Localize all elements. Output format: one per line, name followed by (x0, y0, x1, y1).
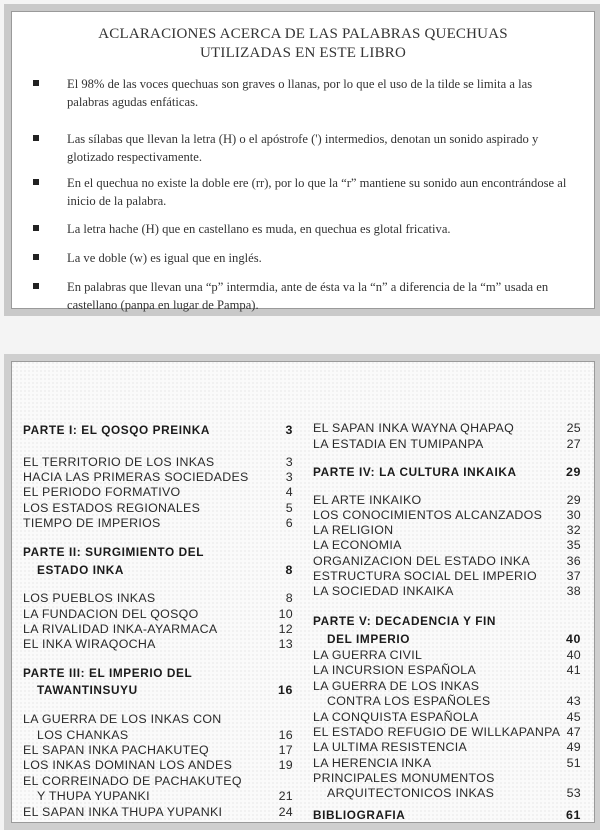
toc-page-number: 29 (566, 465, 581, 479)
toc-entry-title: LA ULTIMA RESISTENCIA (313, 740, 468, 754)
toc-page-number: 43 (566, 694, 581, 708)
toc-entry-title: EL TERRITORIO DE LOS INKAS (23, 455, 215, 469)
toc-entry-title: EL PERIODO FORMATIVO (23, 485, 181, 499)
toc-page-number: 30 (566, 508, 581, 522)
toc-page-number: 5 (285, 501, 293, 515)
toc-page-number: 6 (285, 516, 293, 530)
toc-entry-title: PRINCIPALES MONUMENTOS (313, 771, 495, 785)
toc-entry-title: EL SAPAN INKA PACHAKUTEQ (23, 743, 209, 757)
toc-page-number: 25 (566, 421, 581, 435)
toc-entry-title: BIBLIOGRAFIA (313, 808, 406, 822)
toc-entry-title: TIEMPO DE IMPERIOS (23, 516, 161, 530)
toc-page-number: 8 (285, 591, 293, 605)
toc-entry-title: LA GUERRA DE LOS INKAS (313, 679, 480, 693)
toc-page-number: 53 (566, 786, 581, 800)
bullet-icon (33, 225, 39, 231)
toc-entry-title: LA RELIGION (313, 523, 394, 537)
notes-title-line1: ACLARACIONES ACERCA DE LAS PALABRAS QUECHUAS (98, 26, 508, 42)
toc-entry-title: LA FUNDACION DEL QOSQO (23, 607, 199, 621)
toc-entry-title: PARTE II: SURGIMIENTO DEL (23, 545, 205, 559)
toc-page-number: 21 (278, 789, 293, 803)
toc-page-number: 10 (278, 607, 293, 621)
toc-entry-title: LA HERENCIA INKA (313, 756, 432, 770)
toc-page-number: 27 (566, 437, 581, 451)
toc-entry-title: PARTE I: EL QOSQO PREINKA (23, 423, 210, 437)
toc-entry-title: LA ECONOMIA (313, 538, 402, 552)
toc-page-number: 16 (278, 728, 293, 742)
notes-title-line2: UTILIZADAS EN ESTE LIBRO (199, 45, 407, 61)
toc-page-number: 36 (566, 554, 581, 568)
note-text: Las sílabas que llevan la letra (H) o el apóstrofe (') intermedios, denotan un sonido aspirado y glotizado respectivamente. (67, 132, 539, 164)
toc-page-number: 40 (566, 632, 581, 646)
toc-entry-title: LOS PUEBLOS INKAS (23, 591, 156, 605)
toc-entry-title: LA GUERRA CIVIL (313, 648, 423, 662)
toc-entry-title: DEL IMPERIO (327, 632, 411, 646)
note-item (33, 174, 575, 210)
note-item (33, 278, 575, 314)
toc-entry-title: EL ESTADO REFUGIO DE WILLKAPANPA (313, 725, 561, 739)
toc-entry-title: ESTADO INKA (37, 563, 124, 577)
toc-entry-title: PARTE III: EL IMPERIO DEL (23, 666, 193, 680)
toc-entry-title: LOS CHANKAS (37, 728, 129, 742)
toc-page-number: 61 (566, 808, 581, 822)
toc-page-number: 17 (278, 743, 293, 757)
toc-entry-title: ESTRUCTURA SOCIAL DEL IMPERIO (313, 569, 537, 583)
toc-page-number: 45 (566, 710, 581, 724)
toc-page-number: 32 (566, 523, 581, 537)
toc-entry-title: Y THUPA YUPANKI (37, 789, 150, 803)
toc-entry-title: ORGANIZACION DEL ESTADO INKA (313, 554, 531, 568)
toc-entry-title: PARTE V: DECADENCIA Y FIN (313, 614, 497, 628)
toc-page-number: 29 (566, 493, 581, 507)
toc-page-number: 41 (566, 663, 581, 677)
toc-entry-title: EL CORREINADO DE PACHAKUTEQ (23, 774, 242, 788)
note-text: En palabras que llevan una “p” intermdia, ante de ésta va la “n” a diferencia de la “m” usada en castellano (panpa en lugar de Pampa). (67, 280, 549, 312)
note-item (33, 130, 575, 166)
note-text: En el quechua no existe la doble ere (rr), por lo que la “r” mantiene su sonido aun encontrándose al inicio de la palabra. (67, 176, 567, 208)
bullet-icon (33, 254, 39, 260)
toc-entry-title: LOS CONOCIMIENTOS ALCANZADOS (313, 508, 543, 522)
toc-entry-title: ARQUITECTONICOS INKAS (327, 786, 495, 800)
note-item (33, 220, 575, 238)
toc-entry-title: LA GUERRA DE LOS INKAS CON (23, 712, 222, 726)
toc-page-number: 38 (566, 584, 581, 598)
bullet-icon (33, 135, 39, 141)
toc-page-number: 3 (285, 470, 293, 484)
note-text: La ve doble (w) es igual que en inglés. (67, 251, 262, 265)
toc-page-number: 4 (285, 485, 293, 499)
note-text: El 98% de las voces quechuas son graves o llanas, por lo que el uso de la tilde se limita a las palabras agudas enfáticas. (67, 77, 533, 109)
toc-page-number: 16 (278, 683, 293, 697)
toc-entry-title: LA SOCIEDAD INKAIKA (313, 584, 454, 598)
toc-panel (4, 354, 600, 830)
bullet-icon (33, 179, 39, 185)
notes-title (11, 25, 595, 63)
note-item (33, 75, 575, 111)
toc-page-number: 47 (566, 725, 581, 739)
toc-page-number: 51 (566, 756, 581, 770)
toc-page-number: 3 (285, 423, 293, 437)
toc-entry-title: PARTE IV: LA CULTURA INKAIKA (313, 465, 517, 479)
toc-page-number: 37 (566, 569, 581, 583)
bullet-icon (33, 283, 39, 289)
toc-entry-title: LA ESTADIA EN TUMIPANPA (313, 437, 484, 451)
note-item (33, 249, 575, 267)
toc-entry-title: HACIA LAS PRIMERAS SOCIEDADES (23, 470, 249, 484)
toc-entry-title: TAWANTINSUYU (37, 683, 138, 697)
toc-entry-title: CONTRA LOS ESPAÑOLES (327, 694, 491, 708)
toc-page-number: 40 (566, 648, 581, 662)
toc-page-number: 12 (278, 622, 293, 636)
toc-page-number: 49 (566, 740, 581, 754)
toc-page-number: 8 (285, 563, 293, 577)
toc-entry-title: EL INKA WIRAQOCHA (23, 637, 156, 651)
toc-page-number: 24 (278, 805, 293, 819)
toc-entry-title: EL SAPAN INKA WAYNA QHAPAQ (313, 421, 515, 435)
toc-page-number: 35 (566, 538, 581, 552)
toc-entry-title: LA CONQUISTA ESPAÑOLA (313, 710, 479, 724)
toc-page-number: 3 (285, 455, 293, 469)
toc-page-number: 19 (278, 758, 293, 772)
toc-entry-title: EL SAPAN INKA THUPA YUPANKI (23, 805, 223, 819)
toc-entry-title: LOS ESTADOS REGIONALES (23, 501, 201, 515)
note-text: La letra hache (H) que en castellano es muda, en quechua es glotal fricativa. (67, 222, 451, 236)
toc-entry-title: EL ARTE INKAIKO (313, 493, 422, 507)
table-of-contents (11, 361, 595, 823)
bullet-icon (33, 80, 39, 86)
toc-entry-title: LA INCURSION ESPAÑOLA (313, 663, 477, 677)
toc-entry-title: LA RIVALIDAD INKA-AYARMACA (23, 622, 218, 636)
toc-entry-title: LOS INKAS DOMINAN LOS ANDES (23, 758, 233, 772)
notes-panel (4, 4, 600, 316)
toc-page-number: 13 (278, 637, 293, 651)
